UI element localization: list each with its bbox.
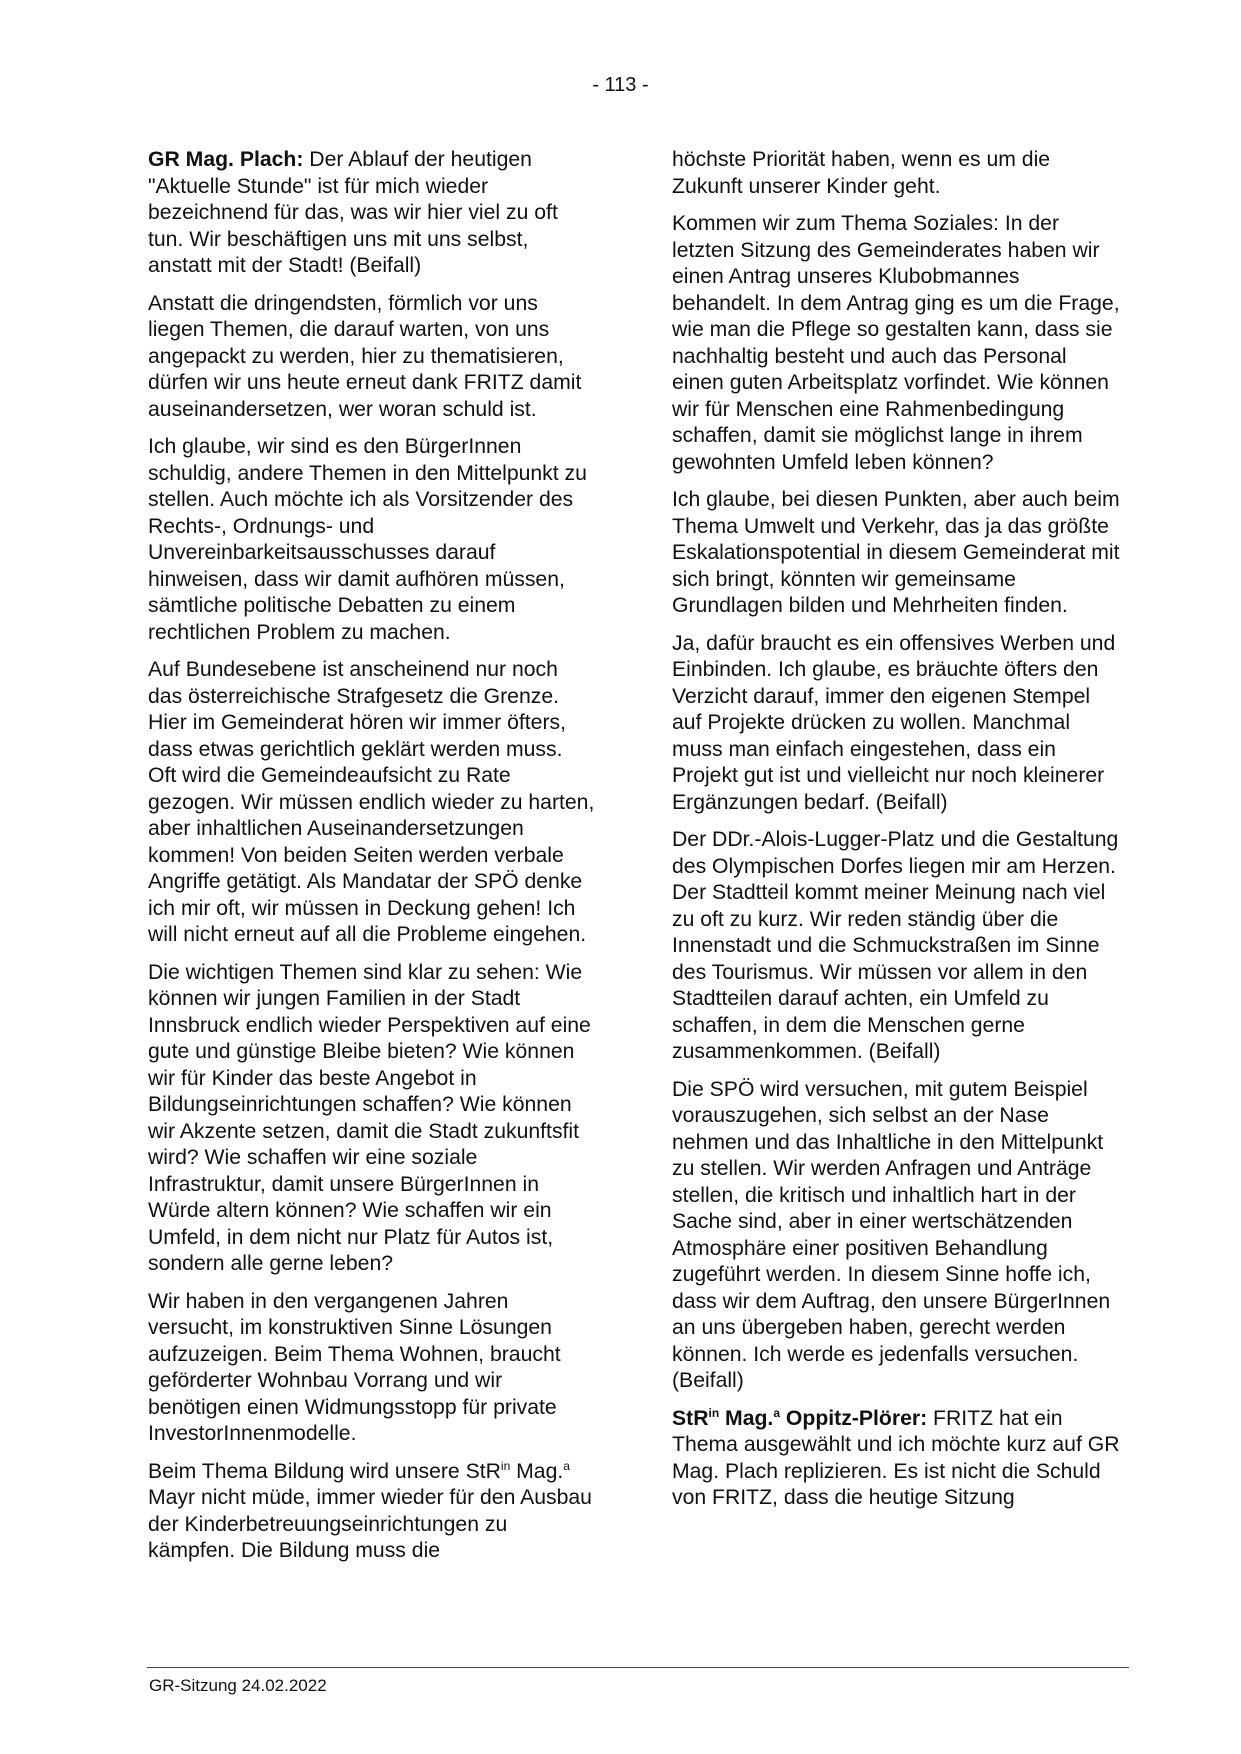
paragraph-text: Mayr nicht müde, immer wieder für den Ausbau der Kinderbetreuungseinrichtungen zu kämpfen. Die Bildung muss die bbox=[148, 1486, 592, 1562]
paragraph: Anstatt die dringendsten, förmlich vor uns liegen Themen, die darauf warten, von uns angepackt zu werden, hier zu thematisieren, dürfen wir uns heute erneut dank FRITZ damit auseinandersetzen, wer woran schuld ist. bbox=[148, 291, 582, 421]
footer-text: GR-Sitzung 24.02.2022 bbox=[149, 1676, 327, 1695]
superscript: a bbox=[773, 1405, 781, 1420]
paragraph: Ja, dafür braucht es ein offensives Werben und Einbinden. Ich glaube, es bräuchte öfters den Verzicht darauf, immer den eigenen Stempel auf Projekte drücken zu wollen. Manchmal muss man einfach eingestehen, dass ein Projekt gut ist und vielleicht nur noch kleinerer Ergänzungen bedarf. (Beifall) bbox=[672, 631, 1116, 814]
superscript: a bbox=[563, 1458, 570, 1473]
paragraph: Ich glaube, bei diesen Punkten, aber auch beim Thema Umwelt und Verkehr, das ja das größte Eskalationspotential in diesem Gemeinderat mit sich bringt, könnten wir gemeinsame Grundlagen bilden und Mehrheiten finden. bbox=[672, 488, 1120, 617]
paragraph: Die SPÖ wird versuchen, mit gutem Beispiel vorauszugehen, sich selbst an der Nase nehmen und das Inhaltliche in den Mittelpunkt zu stellen. Wir werden Anfragen und Anträge stellen, die kritisch und inhaltlich hart in der Sache sind, aber in einer wertschätzenden Atmosphäre einer positiven Behandlung zugeführt werden. In diesem Sinne hoffe ich, dass wir dem Auftrag, den unsere BürgerInnen an uns übergeben haben, gerecht werden können. Ich werde es jedenfalls versuchen. (Beifall) bbox=[672, 1077, 1111, 1392]
paragraph: höchste Priorität haben, wenn es um die Zukunft unserer Kinder geht. bbox=[672, 148, 1051, 198]
speaker-title: StR bbox=[672, 1406, 709, 1430]
paragraph-text: Mag. bbox=[510, 1459, 564, 1483]
paragraph bbox=[672, 1406, 1120, 1512]
page-number: - 113 - bbox=[592, 74, 649, 96]
speaker-name bbox=[672, 1407, 927, 1430]
paragraph: Kommen wir zum Thema Soziales: In der letzten Sitzung des Gemeinderates haben wir einen Antrag unseres Klubobmannes behandelt. In dem Antrag ging es um die Frage, wie man die Pflege so gestalten kann, dass sie nachhaltig besteht und auch das Personal einen guten Arbeitsplatz vorfindet. Wie können wir für Menschen eine Rahmenbedingung schaffen, damit sie möglichst lange in ihrem gewohnten Umfeld leben können? bbox=[672, 212, 1120, 474]
paragraph-text: Der Ablauf der heutigen "Aktuelle Stunde" ist für mich wieder bezeichnend für das, was wir hier viel zu oft tun. Wir beschäftigen uns mit uns selbst, anstatt mit der Stadt! (Beifall) bbox=[148, 148, 558, 277]
paragraph: Wir haben in den vergangenen Jahren versucht, im konstruktiven Sinne Lösungen aufzuzeigen. Beim Thema Wohnen, braucht geförderter Wohnbau Vorrang und wir benötigen einen Widmungsstopp für private InvestorInnenmodelle. bbox=[148, 1289, 561, 1445]
footer-rule bbox=[147, 1667, 1129, 1668]
speaker-name: GR Mag. Plach: bbox=[148, 148, 304, 171]
paragraph-text: Beim Thema Bildung wird unsere StR bbox=[148, 1459, 501, 1483]
superscript: in bbox=[708, 1405, 720, 1420]
paragraph-text: FRITZ hat ein Thema ausgewählt und ich möchte kurz auf GR Mag. Plach replizieren. Es ist nicht die Schuld von FRITZ, dass die heutige Sitzung bbox=[672, 1406, 1120, 1509]
paragraph: Auf Bundesebene ist anscheinend nur noch das österreichische Strafgesetz die Grenze. Hier im Gemeinderat hören wir immer öfters, dass etwas gerichtlich geklärt werden muss. Oft wird die Gemeindeaufsicht zu Rate gezogen. Wir müssen endlich wieder zu harten, aber inhaltlichen Auseinandersetzungen kommen! Von beiden Seiten werden verbale Angriffe getätigt. Als Mandatar der SPÖ denke ich mir oft, wir müssen in Deckung gehen! Ich will nicht erneut auf all die Probleme eingehen. bbox=[148, 658, 595, 946]
paragraph: Ich glaube, wir sind es den BürgerInnen schuldig, andere Themen in den Mittelpunkt zu stellen. Auch möchte ich als Vorsitzender des Rechts-, Ordnungs- und Unvereinbarkeitsausschusses darauf hinweisen, dass wir damit aufhören müssen, sämtliche politische Debatten zu einem rechtlichen Problem zu machen. bbox=[148, 435, 587, 644]
left-column bbox=[148, 147, 596, 1576]
paragraph: Der DDr.-Alois-Lugger-Platz und die Gestaltung des Olympischen Dorfes liegen mir am Herzen. Der Stadtteil kommt meiner Meinung nach viel zu oft zu kurz. Wir reden ständig über die Innenstadt und die Schmuckstraßen im Sinne des Tourismus. Wir müssen vor allem in den Stadtteilen darauf achten, ein Umfeld zu schaffen, in dem die Menschen gerne zusammenkommen. (Beifall) bbox=[672, 828, 1119, 1063]
speaker-surname: Oppitz-Plörer: bbox=[780, 1406, 928, 1430]
paragraph bbox=[148, 147, 596, 280]
superscript: in bbox=[500, 1458, 511, 1473]
paragraph: Die wichtigen Themen sind klar zu sehen: Wie können wir jungen Familien in der Stadt Innsbruck endlich wieder Perspektiven auf eine gute und günstige Bleibe bieten? Wie können wir für Kinder das beste Angebot in Bildungseinrichtungen schaffen? Wie können wir Akzente setzen, damit die Stadt zukunftsfit wird? Wie schaffen wir eine soziale Infrastruktur, damit unsere BürgerInnen in Würde altern können? Wie schaffen wir ein Umfeld, in dem nicht nur Platz für Autos ist, sondern alle gerne leben? bbox=[148, 960, 591, 1275]
paragraph bbox=[148, 1459, 596, 1565]
right-column bbox=[672, 147, 1120, 1523]
speaker-title: Mag. bbox=[719, 1406, 774, 1430]
